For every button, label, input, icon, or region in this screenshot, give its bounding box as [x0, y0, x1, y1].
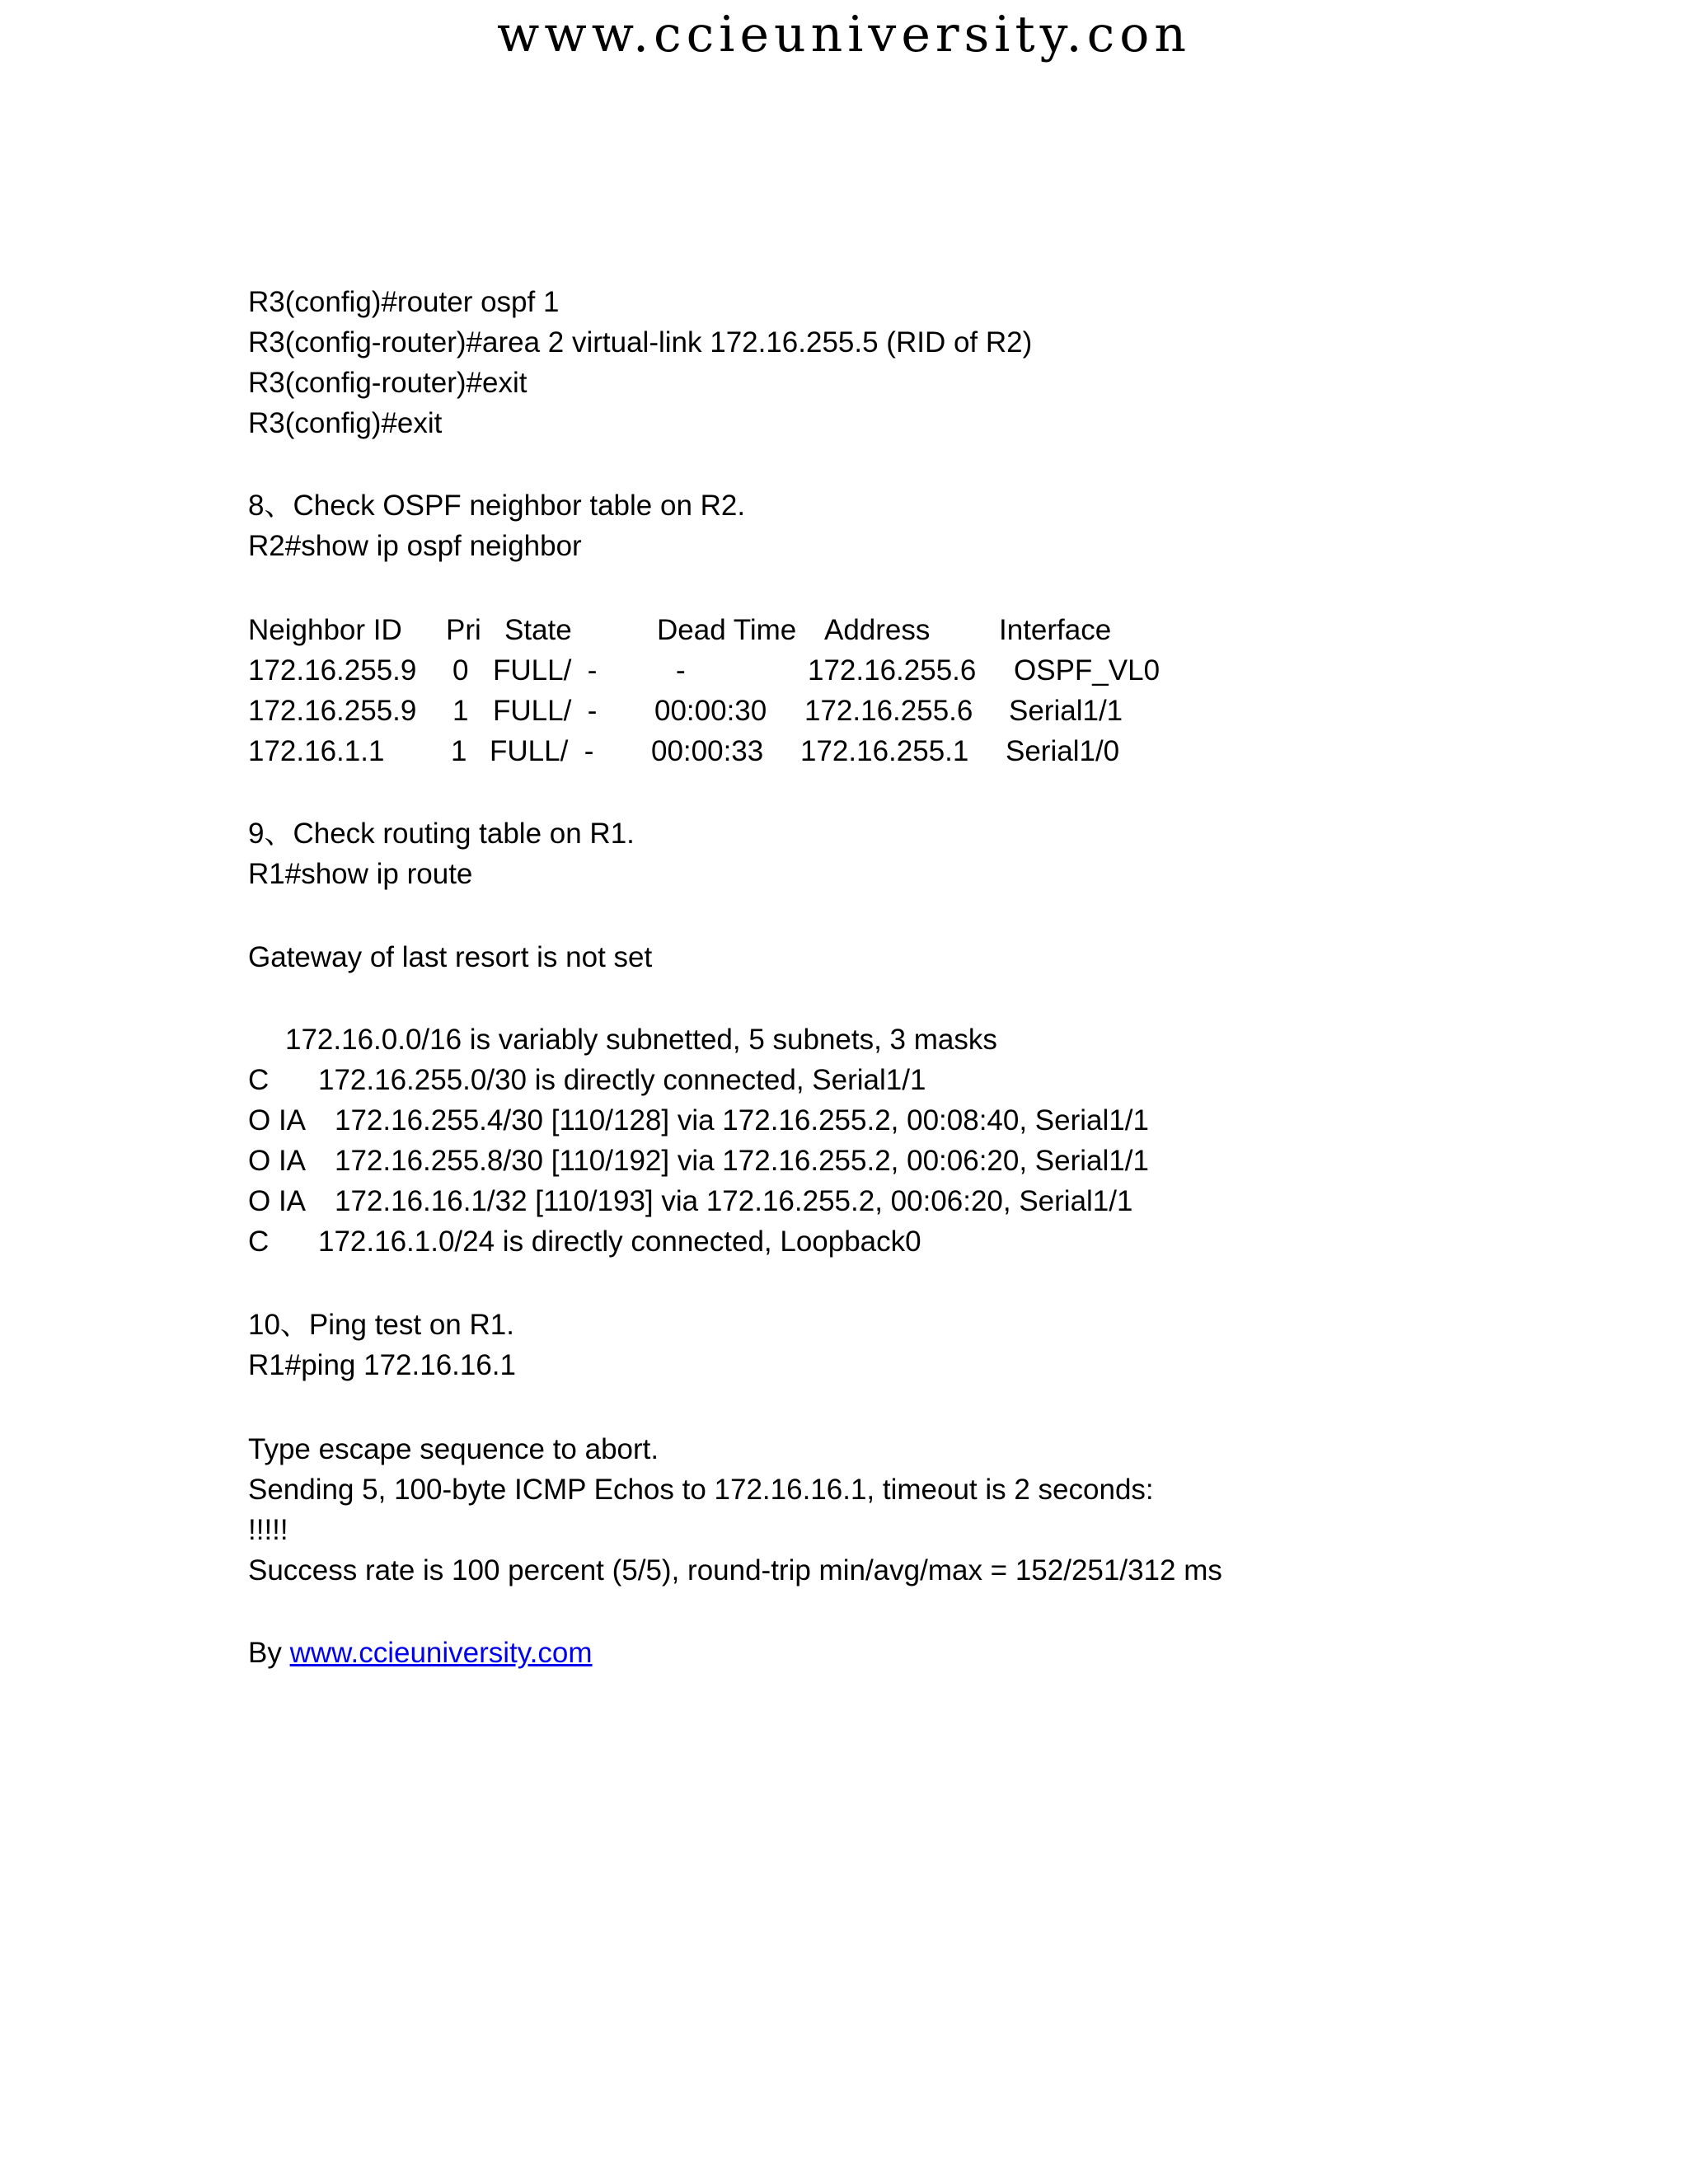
- ping-output: Success rate is 100 percent (5/5), round-trip min/avg/max = 152/251/312 ms: [248, 1554, 1222, 1586]
- route-code: O IA: [248, 1104, 307, 1137]
- col-header-dead-time: Dead Time: [657, 614, 797, 646]
- table-cell: 172.16.255.1: [800, 735, 969, 767]
- table-cell: 1: [451, 735, 467, 767]
- config-line: R3(config-router)#exit: [248, 367, 528, 399]
- route-code: O IA: [248, 1185, 307, 1217]
- table-cell: 172.16.255.6: [808, 654, 977, 687]
- config-line: R3(config-router)#area 2 virtual-link 172.16.255.5 (RID of R2): [248, 326, 1033, 359]
- table-cell: FULL/ -: [493, 695, 598, 727]
- footer-by-label: By: [248, 1637, 282, 1669]
- table-cell: Serial1/1: [1009, 695, 1123, 727]
- route-code: C: [248, 1226, 270, 1258]
- gateway-line: Gateway of last resort is not set: [248, 941, 653, 973]
- ping-output: Sending 5, 100-byte ICMP Echos to 172.16.16.1, timeout is 2 seconds:: [248, 1474, 1154, 1506]
- table-cell: 00:00:30: [654, 695, 767, 727]
- col-header-address: Address: [824, 614, 931, 646]
- step10-command: R1#ping 172.16.16.1: [248, 1349, 516, 1381]
- config-line: R3(config)#exit: [248, 407, 443, 439]
- col-header-interface: Interface: [999, 614, 1112, 646]
- route-entry: 172.16.255.8/30 [110/192] via 172.16.255.2, 00:06:20, Serial1/1: [335, 1145, 1149, 1177]
- table-cell: 172.16.255.6: [804, 695, 973, 727]
- col-header-state: State: [504, 614, 572, 646]
- col-header-neighbor-id: Neighbor ID: [248, 614, 402, 646]
- route-entry: 172.16.16.1/32 [110/193] via 172.16.255.2, 00:06:20, Serial1/1: [335, 1185, 1133, 1217]
- table-cell: Serial1/0: [1006, 735, 1120, 767]
- step9-title: 9、Check routing table on R1.: [248, 818, 635, 850]
- table-cell: 00:00:33: [651, 735, 764, 767]
- config-line: R3(config)#router ospf 1: [248, 286, 560, 318]
- step9-command: R1#show ip route: [248, 858, 473, 890]
- table-cell: FULL/ -: [490, 735, 594, 767]
- step8-title: 8、Check OSPF neighbor table on R2.: [248, 490, 746, 522]
- table-cell: OSPF_VL0: [1014, 654, 1160, 687]
- subnet-summary: 172.16.0.0/16 is variably subnetted, 5 subnets, 3 masks: [285, 1024, 997, 1056]
- table-cell: 172.16.255.9: [248, 695, 417, 727]
- footer-link[interactable]: www.ccieuniversity.com: [289, 1637, 593, 1669]
- site-header: www.ccieuniversity.con: [497, 6, 1191, 63]
- route-entry: 172.16.255.0/30 is directly connected, Serial1/1: [318, 1064, 926, 1096]
- ping-output: Type escape sequence to abort.: [248, 1433, 659, 1465]
- footer-byline: [248, 1633, 593, 1674]
- table-cell: 172.16.1.1: [248, 735, 385, 767]
- col-header-pri: Pri: [446, 614, 481, 646]
- step10-title: 10、Ping test on R1.: [248, 1309, 514, 1341]
- ping-output: !!!!!: [248, 1514, 288, 1546]
- route-entry: 172.16.255.4/30 [110/128] via 172.16.255.2, 00:08:40, Serial1/1: [335, 1104, 1149, 1137]
- table-cell: 0: [452, 654, 469, 687]
- route-code: C: [248, 1064, 270, 1096]
- table-cell: FULL/ -: [493, 654, 598, 687]
- route-entry: 172.16.1.0/24 is directly connected, Loopback0: [318, 1226, 921, 1258]
- table-cell: 172.16.255.9: [248, 654, 417, 687]
- table-cell: 1: [452, 695, 469, 727]
- step8-command: R2#show ip ospf neighbor: [248, 530, 582, 562]
- route-code: O IA: [248, 1145, 307, 1177]
- table-cell: -: [676, 654, 686, 687]
